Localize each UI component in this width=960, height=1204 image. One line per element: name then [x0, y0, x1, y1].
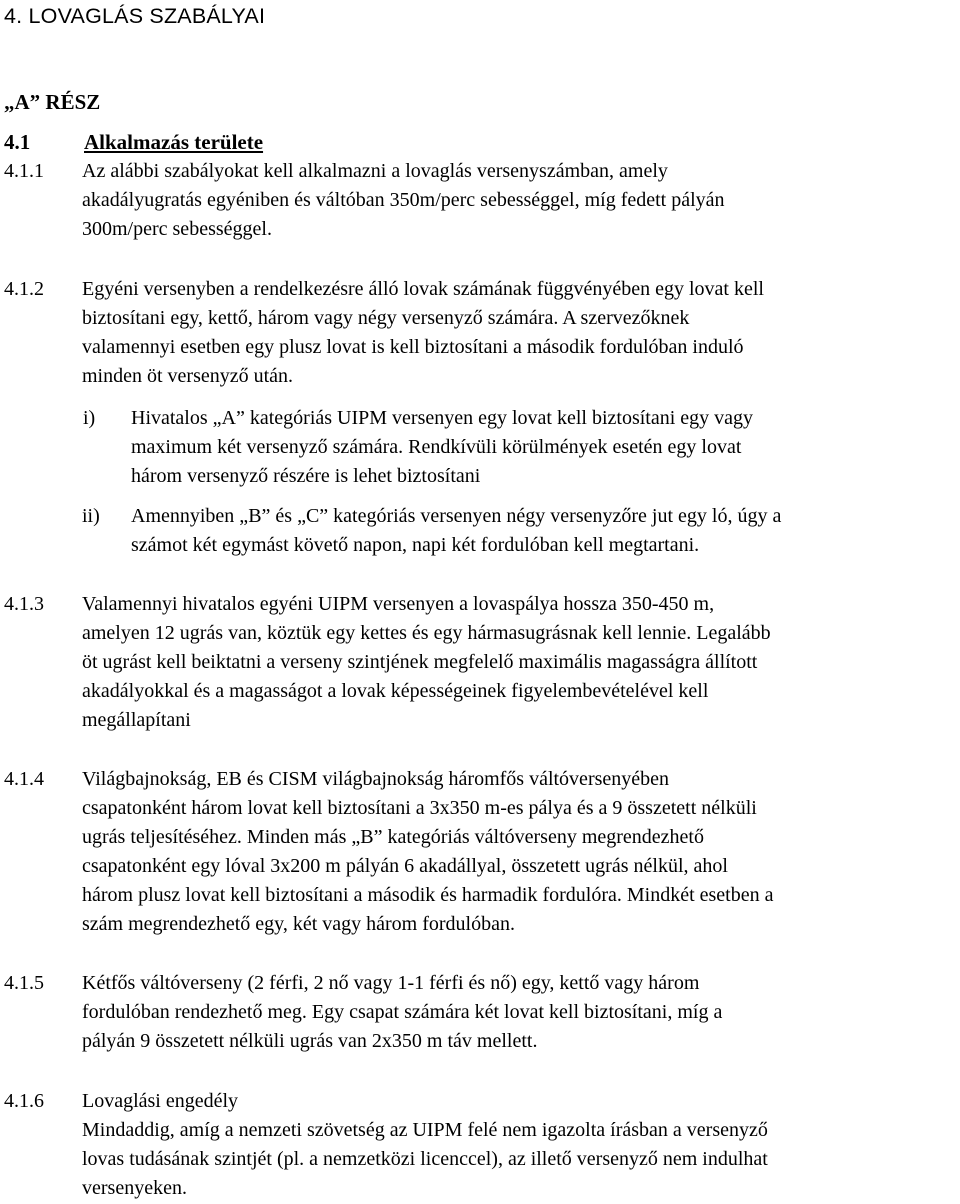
list-item-line: számot két egymást követő napon, napi két fordulóban kell megtartani. [131, 534, 700, 556]
part-title: „A” RÉSZ [4, 90, 101, 114]
list-item-line: maximum két versenyző számára. Rendkívüli körülmények esetén egy lovat [131, 436, 742, 458]
section-number: 4.1 [4, 130, 31, 154]
paragraph-line: Valamennyi hivatalos egyéni UIPM versenyen a lovaspálya hossza 350-450 m, [82, 593, 715, 615]
paragraph-number: 4.1.1 [4, 160, 44, 182]
paragraph-line: Kétfős váltóverseny (2 férfi, 2 nő vagy 1-1 férfi és nő) egy, kettő vagy három [82, 972, 700, 994]
paragraph-line: akadályokkal és a magasságot a lovak képességeinek figyelembevételével kell [82, 680, 709, 702]
paragraph-line: biztosítani egy, kettő, három vagy négy versenyző számára. A szervezőknek [82, 307, 690, 329]
section-title: Alkalmazás területe [84, 130, 264, 154]
list-marker: i) [83, 407, 96, 429]
paragraph-number: 4.1.4 [4, 768, 44, 790]
paragraph-line: 300m/perc sebességgel. [82, 218, 272, 240]
paragraph-line: Mindaddig, amíg a nemzeti szövetség az UIPM felé nem igazolta írásban a versenyző [82, 1119, 768, 1141]
paragraph-line: szám megrendezhető egy, két vagy három fordulóban. [82, 913, 515, 935]
paragraph-number: 4.1.3 [4, 593, 44, 615]
paragraph-line: Világbajnokság, EB és CISM világbajnokság háromfős váltóversenyében [82, 768, 670, 790]
paragraph-line: versenyeken. [82, 1177, 187, 1199]
list-item-line: Hivatalos „A” kategóriás UIPM versenyen egy lovat kell biztosítani egy vagy [131, 407, 754, 429]
paragraph-number: 4.1.2 [4, 278, 44, 300]
list-item-line: Amennyiben „B” és „C” kategóriás versenyen négy versenyzőre jut egy ló, úgy a [131, 505, 782, 527]
paragraph-line: csapatonként egy lóval 3x200 m pályán 6 akadállyal, összetett ugrás nélkül, ahol [82, 855, 728, 877]
paragraph-line: Az alábbi szabályokat kell alkalmazni a lovaglás versenyszámban, amely [82, 160, 668, 182]
paragraph-line: amelyen 12 ugrás van, köztük egy kettes és egy hármasugrásnak kell lennie. Legalább [82, 622, 771, 644]
paragraph-heading: Lovaglási engedély [82, 1090, 239, 1112]
paragraph-line: pályán 9 összetett nélküli ugrás van 2x350 m táv mellett. [82, 1030, 538, 1052]
list-marker: ii) [82, 505, 100, 527]
paragraph-line: megállapítani [82, 709, 191, 731]
paragraph-line: ugrás teljesítéséhez. Minden más „B” kategóriás váltóverseny megrendezhető [82, 826, 704, 848]
paragraph-line: Egyéni versenyben a rendelkezésre álló lovak számának függvényében egy lovat kell [82, 278, 764, 300]
paragraph-line: csapatonként három lovat kell biztosítani a 3x350 m-es pálya és a 9 összetett nélküli [82, 797, 757, 819]
chapter-title: 4. LOVAGLÁS SZABÁLYAI [4, 4, 266, 28]
list-item-line: három versenyző részére is lehet biztosítani [131, 465, 481, 487]
paragraph-number: 4.1.6 [4, 1090, 44, 1112]
paragraph-line: minden öt versenyző után. [82, 365, 294, 387]
paragraph-number: 4.1.5 [4, 972, 44, 994]
paragraph-line: három plusz lovat kell biztosítani a második és harmadik fordulóra. Mindkét esetben a [82, 884, 774, 906]
paragraph-line: valamennyi esetben egy plusz lovat is kell biztosítani a második fordulóban induló [82, 336, 744, 358]
paragraph-line: akadályugratás egyéniben és váltóban 350m/perc sebességgel, míg fedett pályán [82, 189, 725, 211]
paragraph-line: fordulóban rendezhető meg. Egy csapat számára két lovat kell biztosítani, míg a [82, 1001, 723, 1023]
paragraph-line: öt ugrást kell beiktatni a verseny szintjének megfelelő maximális magasságra állított [82, 651, 758, 673]
paragraph-line: lovas tudásának szintjét (pl. a nemzetközi licenccel), az illető versenyző nem indulhat [82, 1148, 768, 1170]
